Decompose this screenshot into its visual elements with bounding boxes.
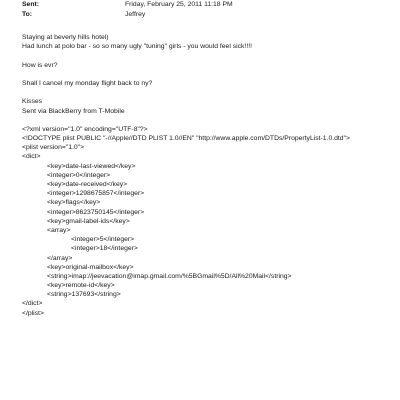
plist-line: <key>remote-id</key> (47, 282, 115, 290)
plist-line: <array> (47, 226, 71, 234)
sent-label: Sent: (22, 1, 39, 8)
plist-block (22, 125, 392, 318)
plist-line: <string>imap://jeevacation@imap.gmail.com/%5BGmail%5D/All%20Mail</string> (47, 272, 292, 280)
to-value: Jeffrey (125, 11, 146, 18)
body-line: How is evr? (22, 61, 58, 69)
email-body (22, 33, 392, 318)
plist-line: <integer>0</integer> (47, 171, 111, 179)
plist-line: <key>date-received</key> (47, 181, 128, 188)
plist-line: <!DOCTYPE plist PUBLIC "-//Apple//DTD PLIST 1.0//EN" "http://www.apple.com/DTDs/PropertyList-1.0.dtd"> (22, 135, 350, 143)
plist-line: <key>date-last-viewed</key> (47, 162, 136, 170)
email-header (22, 0, 382, 20)
to-row (22, 10, 382, 20)
body-line: Shall I cancel my monday flight back to ny? (22, 79, 153, 87)
plist-line: <key>gmail-label-ids</key> (47, 217, 130, 225)
plist-line: <integer>18</integer> (71, 245, 138, 253)
plist-line: </dict> (22, 300, 43, 308)
plist-line: <integer>1298675857</integer> (47, 190, 145, 198)
body-line: Kisses (22, 98, 43, 106)
body-line: Sent via BlackBerry from T-Mobile (22, 107, 125, 115)
plist-line: <string>137693</string> (47, 291, 121, 299)
plist-line: <dict> (22, 153, 41, 161)
plist-line: <plist version="1.0"> (22, 144, 85, 152)
to-label: To: (22, 11, 33, 18)
plist-line: <?xml version="1.0" encoding="UTF-8"?> (22, 125, 148, 133)
sent-row (22, 0, 382, 10)
plist-line: </plist> (22, 309, 44, 317)
body-line: Had lunch at polo bar - so so many ugly "tuning" girls - you would feel sick!!!! (22, 43, 252, 51)
plist-line: <key>flags</key> (47, 199, 101, 207)
plist-line: <key>original-mailbox</key> (47, 263, 134, 271)
body-line: Staying at beverly hills hotel) (22, 34, 109, 41)
plist-line: <integer>5</integer> (71, 236, 135, 244)
plist-line: </array> (47, 254, 73, 262)
sent-value: Friday, February 25, 2011 11:18 PM (125, 1, 233, 8)
plist-line: <integer>8623750145</integer> (47, 208, 145, 216)
